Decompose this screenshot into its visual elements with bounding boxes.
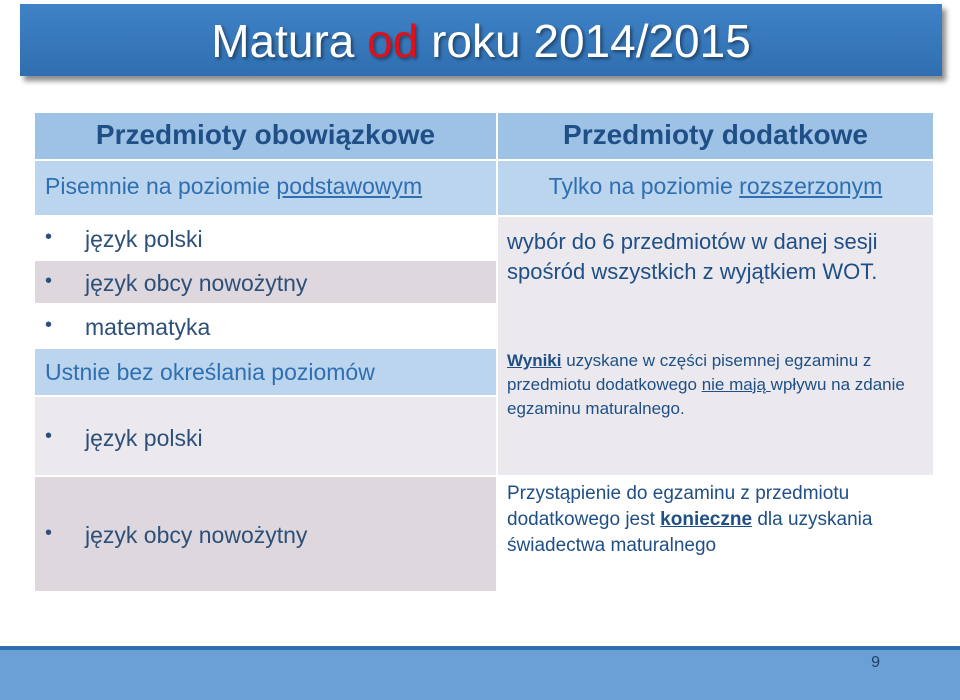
slide-title — [20, 4, 942, 76]
written-item-1: język polski — [85, 226, 203, 252]
right-text-required — [507, 481, 927, 559]
written-item-2: język obcy nowożytny — [85, 270, 308, 296]
results-text-a: uzyskane w części pisemnej egzaminu z przedmiotu dodatkowego — [507, 351, 872, 394]
left-header-cell — [35, 113, 496, 159]
right-sub-prefix: Tylko na poziomie — [548, 173, 740, 199]
bullet-icon: • — [45, 270, 53, 292]
title-part1: Matura — [211, 15, 368, 67]
required-text-a: Przystąpienie do egzaminu z przedmiotu dodatkowego jest — [507, 483, 850, 530]
results-underlined: nie mają — [701, 375, 771, 394]
right-sub-label — [498, 161, 933, 211]
bullet-icon: • — [45, 314, 53, 336]
title-accent: od — [367, 15, 419, 67]
oral-item-2: język obcy nowożytny — [85, 522, 308, 548]
results-text-b: wpływu na zdanie egzaminu maturalnego. — [507, 375, 905, 418]
written-item-3: matematyka — [85, 314, 211, 340]
title-bar — [20, 4, 942, 76]
required-text-b: dla uzyskania świadectwa maturalnego — [507, 509, 873, 556]
right-sub-cell — [498, 161, 933, 215]
right-text-selection: wybór do 6 przedmiotów w danej sesji spośród wszystkich z wyjątkiem WOT. — [507, 229, 878, 284]
required-bold: konieczne — [660, 509, 753, 530]
list-item — [35, 217, 496, 259]
written-label-level: podstawowym — [276, 173, 423, 199]
oral-item-1: język polski — [85, 425, 203, 451]
right-sub-level: rozszerzonym — [739, 173, 883, 199]
right-header: Przedmioty dodatkowe — [563, 119, 868, 150]
list-item — [35, 477, 496, 591]
left-header: Przedmioty obowiązkowe — [95, 119, 436, 150]
written-label — [35, 161, 496, 211]
oral-label-cell — [35, 349, 496, 395]
bullet-icon: • — [45, 425, 53, 447]
subjects-table — [35, 113, 933, 591]
right-header-cell — [498, 113, 933, 159]
page-number: 9 — [871, 654, 880, 671]
bullet-icon: • — [45, 522, 53, 544]
oral-label: Ustnie bez określania poziomów — [45, 359, 375, 385]
results-bold: Wyniki — [507, 351, 562, 370]
bullet-icon: • — [45, 226, 53, 248]
list-item — [35, 397, 496, 475]
list-item — [35, 305, 496, 347]
footer-bar — [0, 650, 960, 700]
written-label-cell — [35, 161, 496, 215]
right-text-results — [507, 349, 927, 421]
list-item — [35, 261, 496, 303]
title-part2: roku 2014/2015 — [418, 15, 751, 67]
written-label-prefix: Pisemnie na poziomie — [45, 173, 277, 199]
